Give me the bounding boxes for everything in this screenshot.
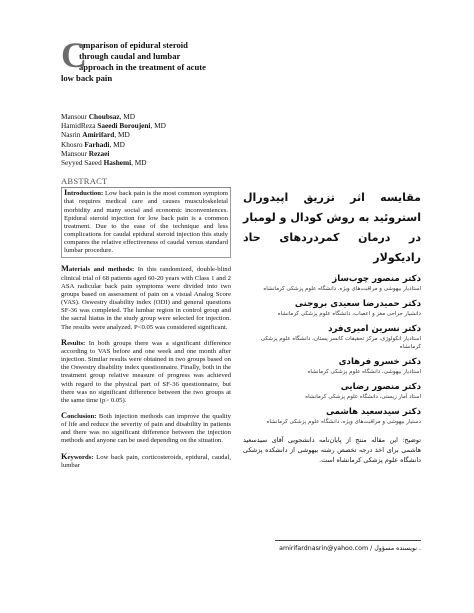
persian-author-affiliation: دستیار بیهوشی و مراقبت‌های ویژه، دانشگاه علوم پزشکی کرمانشاه	[266, 419, 421, 425]
persian-author-name: دکتر نسرین امیری‌فرد	[328, 324, 421, 334]
footnote-divider	[275, 540, 421, 541]
persian-author	[243, 406, 421, 426]
title-line: low back pain	[61, 73, 113, 83]
abstract-conclusion: Conclusion: Both injection methods can improve the quality of life and reduce the severity of pain and disability in patients and there was no significant difference between the injection methods and anyone can be used depending on the situation.	[61, 410, 231, 445]
persian-author-affiliation: استادیار انکولوژی، مرکز تحقیقات کانسر پستان، دانشگاه علوم پزشکی کرمانشاه	[260, 336, 421, 350]
persian-column	[243, 188, 421, 471]
persian-title: مقایسه اثر تزریق اپیدورال استروئید به روش کودال و لومبار در درمان کمردردهای حاد رادیکولار	[243, 191, 421, 264]
author-item: Nasrin Amirifard, MD	[61, 130, 130, 140]
title-line: omparison of epidural steroid	[79, 40, 188, 50]
persian-author-name: دکتر منصور رضایی	[340, 382, 421, 392]
persian-author-affiliation: استادیار بیهوشی و مراقبت‌های ویژه، دانشگاه علوم پزشکی کرمانشاه	[263, 286, 421, 292]
author-item: Mansour Rezaei	[61, 148, 110, 158]
abstract-results: Results: In both groups there was a significant difference according to VAS before and one week and one month after injection. Similar results were obtained in two groups based on the Oswestry disability index questionnaire. Finally, both in the treatment group relative measure of progress was achieved with regard to the physical part of SF-36 questionnaire, but there was no significant difference between the two groups at the same time (p> 0.05).	[61, 337, 231, 404]
corresponding-author-footnote: amirifardnasrin@yahoo.com / نویسنده مسؤول .	[279, 545, 421, 552]
english-column	[61, 35, 231, 470]
author-item: Mansour Choubsaz, MD	[61, 112, 136, 121]
author-item: Khosro Farhadi, MD	[61, 139, 125, 149]
article-title-block	[61, 35, 231, 106]
persian-thesis-note: توضیح: این مقاله منتج از پایان‌نامه دانشجویی آقای سیدسعید هاشمی برای اخذ درجه تخصص رشته بیهوشی از دانشکده پزشکی دانشگاه علوم پزشکی کرمانشاه است.	[243, 436, 421, 464]
persian-author	[243, 298, 421, 318]
persian-author-name: دکتر حمیدرضا سعیدی بروجنی	[294, 299, 421, 309]
persian-author-name: دکتر خسرو فرهادی	[338, 357, 421, 367]
persian-author-affiliation: استاد آمار زیستی، دانشگاه علوم پزشکی کرمانشاه	[305, 394, 421, 400]
persian-author	[243, 323, 421, 351]
abstract-keywords: Keywords: Low back pain, corticosteroids, epidural, caudal, lumbar	[61, 451, 231, 469]
author-item: Seyyed Saeed Hashemi, MD	[61, 158, 147, 168]
title-dropcap: C	[61, 35, 87, 75]
persian-author-name: دکتر سیدسعید هاشمی	[325, 407, 421, 417]
title-line: through caudal and lumbar	[79, 51, 181, 61]
author-list	[61, 112, 231, 167]
abstract-body	[61, 188, 231, 470]
persian-author-affiliation: استادیار بیهوشی، دانشگاه علوم پزشکی کرمانشاه	[307, 369, 421, 375]
abstract-methods: Materials and methods: In this randomized, double-blind clinical trial of 68 patients aged 60-20 years with Class 1 and 2 ASA radicular back pain symptoms were divided into two groups based on assessment of pain on a visual Analog Score (VAS). Oswestry disability index (ODI) and general questions SF-36 was completed. The lumbar region in control group and the sacral hiatus in the study group were selected for injection. The results were analyzed. P<0.05 was considered significant.	[61, 264, 231, 331]
persian-author	[243, 273, 421, 293]
abstract-heading: ABSTRACT	[61, 176, 231, 188]
persian-author	[243, 381, 421, 401]
title-line: approach in the treatment of acute	[79, 62, 206, 72]
persian-author	[243, 356, 421, 376]
abstract-introduction: Introduction: Low back pain is the most common symptom that requires medical care and causes musculoskeletal morbidity and many social and economic inconveniences. Epidural steroid injection for low back pain is a common treatment. Due to the ease of the technique and less complications for caudal epidural steroid injection this study compares the relative effectiveness of caudal versus standard lumbar procedure.	[61, 188, 231, 258]
persian-author-affiliation: دانشیار جراحی مغز و اعصاب، دانشگاه علوم پزشکی کرمانشاه	[277, 311, 421, 317]
persian-author-name: دکتر منصور چوب‌ساز	[332, 274, 421, 284]
author-item: HamidReza Saeedi Boroujeni, MD	[61, 121, 166, 131]
